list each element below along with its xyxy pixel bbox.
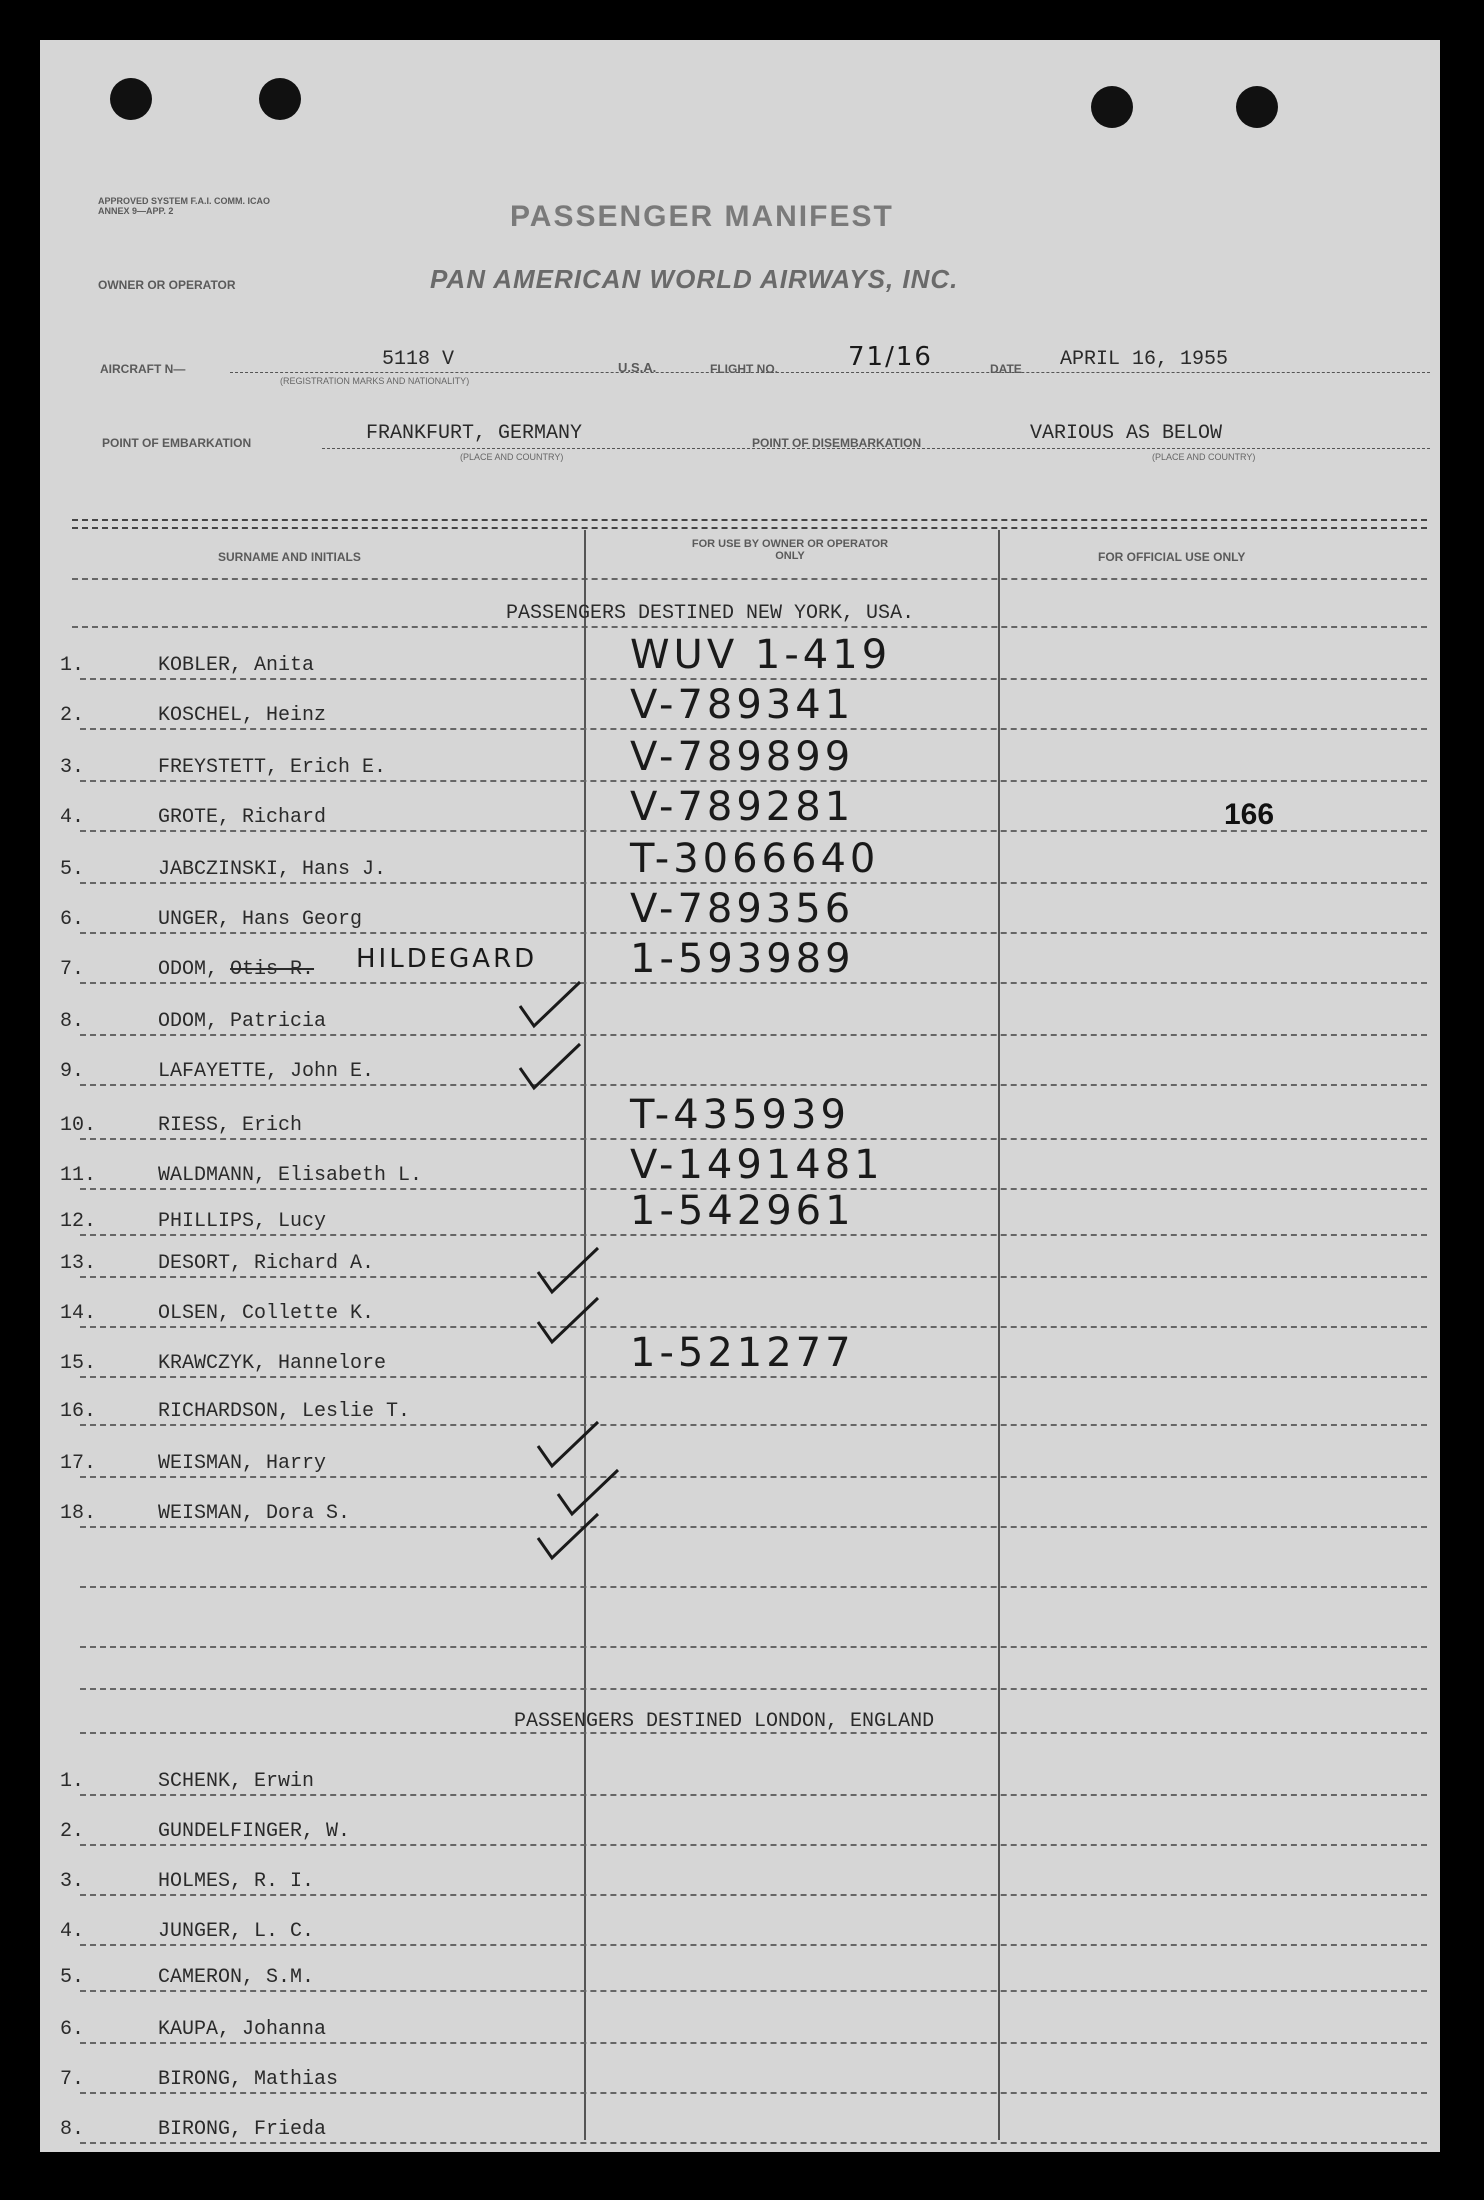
embark-place-caption: (PLACE AND COUNTRY) <box>460 452 564 462</box>
row-number: 2. <box>60 1820 85 1843</box>
row-rule <box>80 2042 1427 2044</box>
checkmark-icon <box>516 976 586 1036</box>
row-rule <box>80 1276 1427 1278</box>
passport-number: V-789899 <box>630 734 855 780</box>
punch-hole <box>1091 86 1133 128</box>
section-title-new-york: PASSENGERS DESTINED NEW YORK, USA. <box>506 602 915 625</box>
official-mark: 166 <box>1224 798 1275 831</box>
passenger-name: ODOM, Otis R. <box>158 958 315 981</box>
column-header-surname: SURNAME AND INITIALS <box>218 550 361 564</box>
row-number: 6. <box>60 908 85 931</box>
column-divider <box>998 530 1000 2140</box>
passenger-name: KOBLER, Anita <box>158 654 315 677</box>
passenger-name: LAFAYETTE, John E. <box>158 1060 375 1083</box>
passport-number: V-789281 <box>630 784 855 830</box>
row-rule <box>80 1844 1427 1846</box>
row-rule <box>80 932 1427 934</box>
passenger-name: FREYSTETT, Erich E. <box>158 756 387 779</box>
row-number: 5. <box>60 858 85 881</box>
row-rule <box>80 728 1427 730</box>
passenger-name: JABCZINSKI, Hans J. <box>158 858 387 881</box>
passenger-name: BIRONG, Mathias <box>158 2068 339 2091</box>
passenger-name: GROTE, Richard <box>158 806 327 829</box>
disembarkation-label: POINT OF DISEMBARKATION <box>752 436 922 450</box>
passport-number: 1-542961 <box>630 1188 855 1234</box>
passenger-name: OLSEN, Collette K. <box>158 1302 375 1325</box>
row-rule <box>80 1794 1427 1796</box>
row-number: 4. <box>60 1920 85 1943</box>
row-number: 3. <box>60 1870 85 1893</box>
passenger-name: RICHARDSON, Leslie T. <box>158 1400 411 1423</box>
operator-name: PAN AMERICAN WORLD AIRWAYS, INC. <box>430 264 959 294</box>
row-number: 2. <box>60 704 85 727</box>
aircraft-label: AIRCRAFT N— <box>100 362 186 376</box>
section-title-london: PASSENGERS DESTINED LONDON, ENGLAND <box>514 1710 935 1733</box>
passport-number: WUV 1-419 <box>630 632 892 678</box>
registration-caption: (REGISTRATION MARKS AND NATIONALITY) <box>280 376 470 386</box>
passenger-name: UNGER, Hans Georg <box>158 908 363 931</box>
checkmark-icon <box>534 1508 604 1568</box>
row-number: 12. <box>60 1210 97 1233</box>
row-number: 5. <box>60 1966 85 1989</box>
passenger-name: HOLMES, R. I. <box>158 1870 315 1893</box>
row-number: 6. <box>60 2018 85 2041</box>
row-rule <box>80 1084 1427 1086</box>
row-number: 3. <box>60 756 85 779</box>
passenger-name: GUNDELFINGER, W. <box>158 1820 351 1843</box>
disembarkation-place: VARIOUS AS BELOW <box>1030 422 1223 445</box>
passport-number: V-789356 <box>630 886 855 932</box>
flight-date: APRIL 16, 1955 <box>1060 348 1229 371</box>
operator-label: OWNER OR OPERATOR <box>98 278 236 292</box>
row-rule <box>80 1944 1427 1946</box>
row-number: 1. <box>60 1770 85 1793</box>
row-rule <box>80 1990 1427 1992</box>
passenger-name: WALDMANN, Elisabeth L. <box>158 1164 423 1187</box>
passport-number: T-435939 <box>630 1092 850 1138</box>
row-rule <box>80 780 1427 782</box>
passenger-name: KOSCHEL, Heinz <box>158 704 327 727</box>
flight-number: 71/16 <box>848 342 933 372</box>
row-rule <box>80 982 1427 984</box>
row-rule <box>80 1138 1427 1140</box>
page-title: PASSENGER MANIFEST <box>510 200 894 233</box>
row-rule <box>80 678 1427 680</box>
checkmark-icon <box>516 1038 586 1098</box>
passport-number: 1-593989 <box>630 936 855 982</box>
row-number: 8. <box>60 2118 85 2141</box>
row-number: 15. <box>60 1352 97 1375</box>
row-rule <box>80 2092 1427 2094</box>
row-number: 7. <box>60 2068 85 2091</box>
passenger-name: DESORT, Richard A. <box>158 1252 375 1275</box>
row-rule <box>80 1894 1427 1896</box>
row-number: 4. <box>60 806 85 829</box>
row-rule <box>80 882 1427 884</box>
row-number: 11. <box>60 1164 97 1187</box>
passenger-name: KRAWCZYK, Hannelore <box>158 1352 387 1375</box>
disembark-place-caption: (PLACE AND COUNTRY) <box>1152 452 1256 462</box>
name-correction: HILDEGARD <box>356 944 538 974</box>
row-rule <box>80 1526 1427 1528</box>
passenger-name: JUNGER, L. C. <box>158 1920 315 1943</box>
row-number: 1. <box>60 654 85 677</box>
passenger-name: SCHENK, Erwin <box>158 1770 315 1793</box>
date-label: DATE <box>990 362 1022 376</box>
row-number: 14. <box>60 1302 97 1325</box>
row-rule <box>80 1476 1427 1478</box>
column-header-owner: FOR USE BY OWNER OR OPERATOR ONLY <box>691 538 889 562</box>
row-rule <box>80 1424 1427 1426</box>
column-header-official: FOR OFFICIAL USE ONLY <box>1098 550 1246 564</box>
row-rule <box>80 1034 1427 1036</box>
row-rule <box>80 1234 1427 1236</box>
embarkation-place: FRANKFURT, GERMANY <box>366 422 583 445</box>
passenger-name: PHILLIPS, Lucy <box>158 1210 327 1233</box>
manifest-sheet <box>40 40 1440 2152</box>
passenger-name: RIESS, Erich <box>158 1114 303 1137</box>
row-number: 17. <box>60 1452 97 1475</box>
row-rule <box>80 2142 1427 2144</box>
passport-number: V-1491481 <box>630 1142 884 1188</box>
row-number: 18. <box>60 1502 97 1525</box>
passport-number: V-789341 <box>630 682 855 728</box>
nationality: U.S.A. <box>618 360 657 375</box>
passport-number: 1-521277 <box>630 1330 855 1376</box>
passenger-name: ODOM, Patricia <box>158 1010 327 1033</box>
row-number: 10. <box>60 1114 97 1137</box>
embarkation-label: POINT OF EMBARKATION <box>102 436 252 450</box>
punch-hole <box>259 78 301 120</box>
row-number: 9. <box>60 1060 85 1083</box>
approval-note: APPROVED SYSTEM F.A.I. COMM. ICAO ANNEX 9—APP. 2 <box>98 196 271 216</box>
punch-hole <box>1236 86 1278 128</box>
row-number: 16. <box>60 1400 97 1423</box>
row-rule <box>80 1326 1427 1328</box>
passenger-name: WEISMAN, Dora S. <box>158 1502 351 1525</box>
flight-label: FLIGHT NO. <box>710 362 778 376</box>
passenger-name: CAMERON, S.M. <box>158 1966 315 1989</box>
aircraft-registration: 5118 V <box>382 348 455 371</box>
row-number: 8. <box>60 1010 85 1033</box>
passenger-name: KAUPA, Johanna <box>158 2018 327 2041</box>
passport-number: T-3066640 <box>630 836 880 882</box>
row-number: 7. <box>60 958 85 981</box>
row-rule <box>80 1376 1427 1378</box>
passenger-name: BIRONG, Frieda <box>158 2118 327 2141</box>
passenger-name: WEISMAN, Harry <box>158 1452 327 1475</box>
checkmark-icon <box>534 1292 604 1352</box>
punch-hole <box>110 78 152 120</box>
row-number: 13. <box>60 1252 97 1275</box>
